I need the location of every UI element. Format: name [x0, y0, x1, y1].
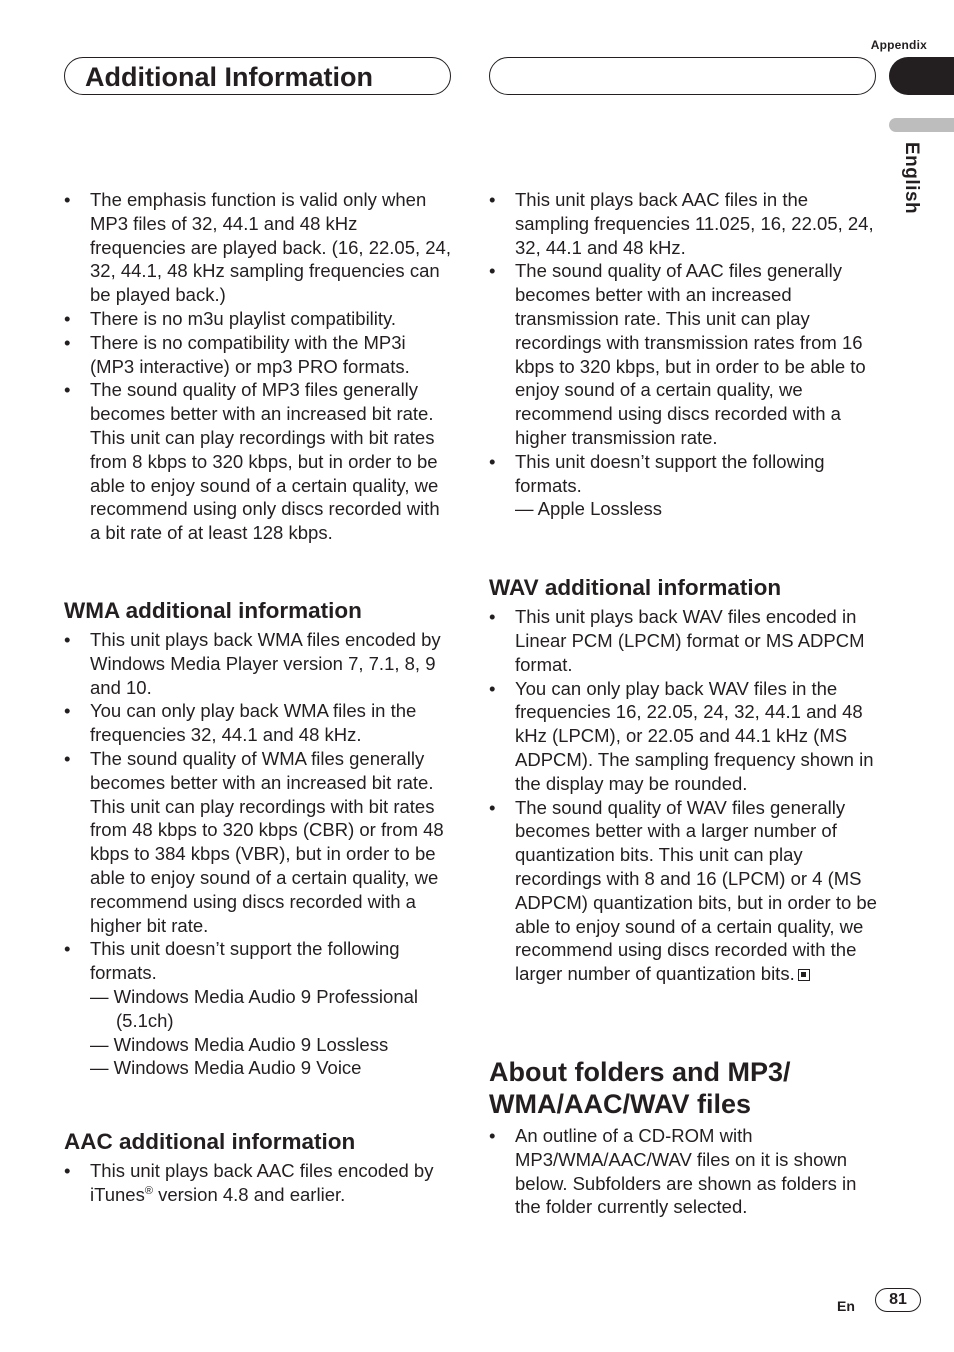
- list-item: • The sound quality of WMA files generally becomes better with an increased bit rate. This unit can play recordings with bit rates from 48 kbps to 320 kbps (CBR) or from 48 kbps to 384 kbps (VBR), but in order to be able to enjoy sound of a certain quality, we recommend using discs recorded with a higher bit rate.: [64, 747, 454, 937]
- wma-heading: WMA additional information: [64, 597, 362, 623]
- list-item: • You can only play back WAV files in the frequencies 16, 22.05, 24, 32, 44.1 and 48 kHz (LPCM), or 22.05 and 44.1 kHz (MS ADPCM). The sampling frequency shown in the display may be rounded.: [489, 677, 879, 796]
- unsupported-item: — Windows Media Audio 9 Lossless: [90, 1033, 389, 1055]
- aac-freq-bullet-list: [489, 188, 879, 521]
- folders-heading-line1: About folders and MP3/: [489, 1056, 791, 1087]
- list-item-text: This unit doesn’t support the following formats.: [515, 450, 825, 496]
- unsupported-item: — Windows Media Audio 9 Professional (5.1ch): [90, 985, 419, 1031]
- registered-mark: ®: [144, 1184, 153, 1197]
- unsupported-item: — Apple Lossless: [515, 498, 663, 520]
- folders-bullet-list: [489, 1124, 879, 1219]
- list-item: • There is no m3u playlist compatibility.: [64, 307, 454, 331]
- chapter-tab: [889, 57, 954, 95]
- list-item: • This unit plays back AAC files in the sampling frequencies 11.025, 16, 22.05, 24, 32, 44.1 and 48 kHz.: [489, 188, 879, 259]
- list-item: • The sound quality of MP3 files generally becomes better with an increased bit rate. This unit can play recordings with bit rates from 8 kbps to 320 kbps, but in order to be able to enjoy sound of a certain quality, we recommend using only discs recorded with a bit rate of at least 128 kbps.: [64, 378, 454, 545]
- list-item: • You can only play back WMA files in the frequencies 32, 44.1 and 48 kHz.: [64, 699, 454, 747]
- list-item: • This unit plays back WMA files encoded by Windows Media Player version 7, 7.1, 8, 9 and 10.: [64, 628, 454, 699]
- list-item: [64, 937, 454, 1080]
- folders-heading-line2: WMA/AAC/WAV files: [489, 1088, 751, 1119]
- list-item: • The emphasis function is valid only when MP3 files of 32, 44.1 and 48 kHz frequencies are played back. (16, 22.05, 24, 32, 44.1, 48 kHz sampling frequencies can be played back.): [64, 188, 454, 307]
- mp3-bullet-list: [64, 188, 454, 545]
- aac-heading: AAC additional information: [64, 1129, 356, 1155]
- footer-lang-code: En: [837, 1298, 855, 1314]
- section-title-box: [64, 57, 451, 95]
- list-item-text: version 4.8 and earlier.: [152, 1183, 346, 1205]
- unsupported-item: — Windows Media Audio 9 Voice: [90, 1057, 362, 1079]
- list-item: [489, 450, 879, 521]
- wav-heading: WAV additional information: [489, 575, 782, 601]
- right-column: [489, 188, 879, 1219]
- list-item: • The sound quality of AAC files generally becomes better with an increased transmission rate. This unit can play recordings with transmission rates from 16 kbps to 320 kbps, but in order to be able to enjoy sound of a certain quality, we recommend using discs recorded with a higher transmission rate.: [489, 259, 879, 449]
- left-column: [64, 188, 454, 1207]
- appendix-label: Appendix: [870, 38, 927, 52]
- end-mark-icon: [798, 969, 810, 981]
- page-number: 81: [875, 1288, 921, 1312]
- list-item: • There is no compatibility with the MP3i (MP3 interactive) or mp3 PRO formats.: [64, 331, 454, 379]
- aac-bullet-list: [64, 1159, 454, 1207]
- section-title: Additional Information: [85, 62, 373, 92]
- list-item: [489, 796, 879, 986]
- list-item: • This unit plays back WAV files encoded in Linear PCM (LPCM) format or MS ADPCM format.: [489, 605, 879, 676]
- list-item: [64, 1159, 454, 1207]
- unsupported-list: [515, 497, 879, 521]
- list-item-text: This unit doesn’t support the following formats.: [90, 938, 400, 984]
- header-right-box: [489, 57, 876, 95]
- language-label: English: [901, 142, 922, 215]
- folders-heading: [489, 1056, 879, 1120]
- wma-bullet-list: [64, 628, 454, 1080]
- unsupported-list: [90, 985, 454, 1080]
- list-item: • An outline of a CD-ROM with MP3/WMA/AAC/WAV files on it is shown below. Subfolders are shown as folders in the folder currently selected.: [489, 1124, 879, 1219]
- wav-bullet-list: [489, 605, 879, 986]
- language-tab: [889, 118, 954, 132]
- list-item-text: The sound quality of WAV files generally becomes better with a larger number of quantization bits. This unit can play recordings with 8 and 16 (LPCM) or 4 (MS ADPCM) quantization bits, but in order to be able to enjoy sound of a certain quality, we recommend using discs recorded with the larger number of quantization bits.: [515, 796, 877, 985]
- list-item-text: This unit plays back AAC files encoded by iTunes: [90, 1160, 434, 1205]
